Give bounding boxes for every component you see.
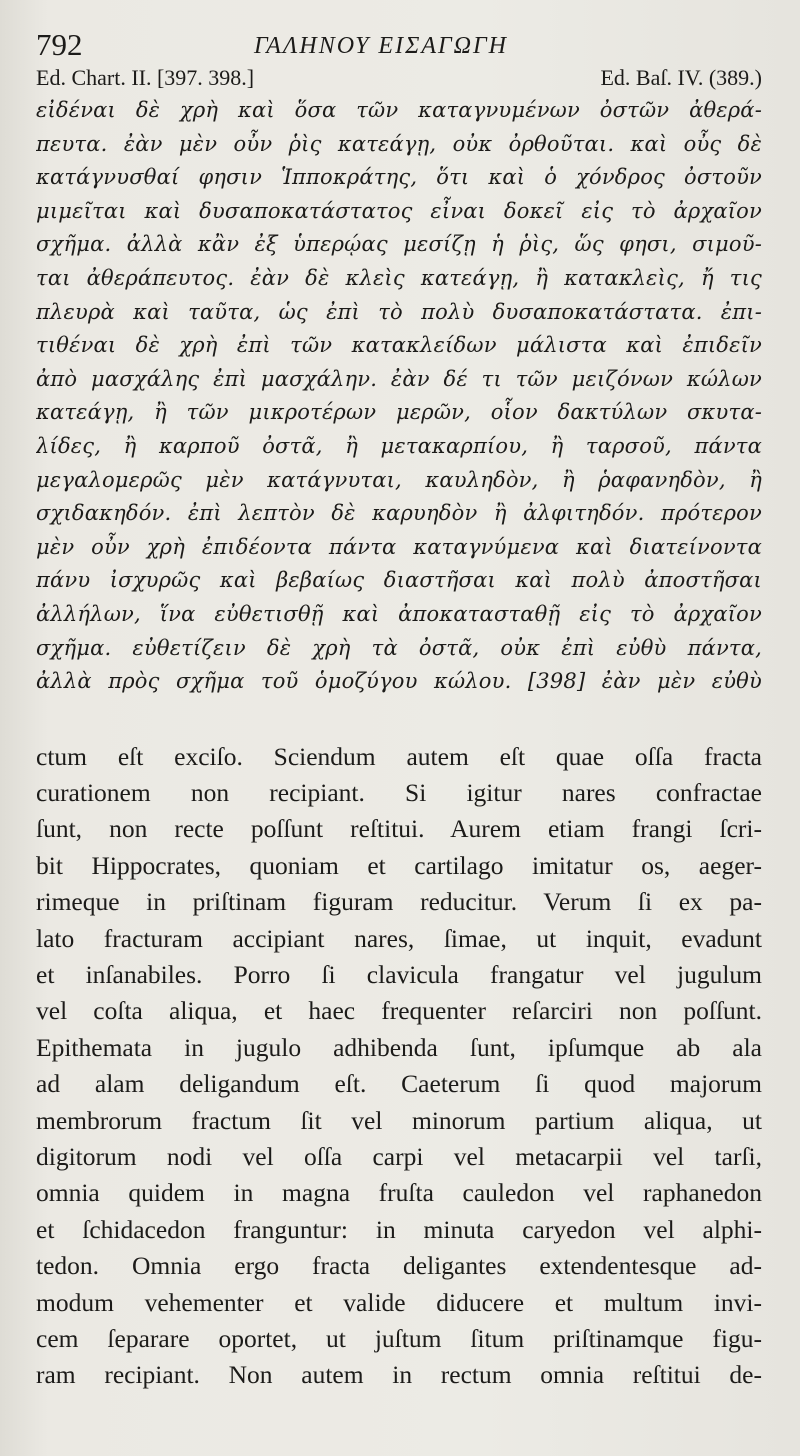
greek-text-line: ἀλλήλων, ἵνα εὐθετισθῇ καὶ ἀποκατασταθῇ εἰς τὸ ἀρχαῖον <box>36 601 762 626</box>
latin-text-line: et ſchidacedon franguntur: in minuta caryedon vel alphi- <box>36 1214 762 1244</box>
greek-text-line: εἰδέναι δὲ χρὴ καὶ ὅσα τῶν καταγνυμένων ὀστῶν ἀθερά- <box>36 98 762 122</box>
greek-text-line: πάνυ ἰσχυρῶς καὶ βεβαίως διαστῆσαι καὶ πολὺ ἀποστῆσαι <box>36 568 762 593</box>
latin-text-line: membrorum fractum ſit vel minorum partium aliqua, ut <box>36 1105 762 1135</box>
greek-text-line: ἀπὸ μασχάλης ἐπὶ μασχάλην. ἐὰν δέ τι τῶν μειζόνων κώλων <box>36 366 762 391</box>
greek-text-line: σχιδακηδόν. ἐπὶ λεπτὸν δὲ καρυηδὸν ἢ ἀλφιτηδόν. πρότερον <box>36 501 762 526</box>
greek-text-line: σχῆμα. ἀλλὰ κἂν ἐξ ὑπερῴας μεσίζῃ ἡ ῥὶς, ὥς φησι, σιμοῦ- <box>36 232 762 257</box>
greek-text-line: σχῆμα. εὐθετίζειν δὲ χρὴ τὰ ὀστᾶ, οὐκ ἐπὶ εὐθὺ πάντα, <box>36 635 762 660</box>
latin-text-line: ſunt, non recte poſſunt reſtitui. Aurem etiam frangi ſcri- <box>36 814 762 844</box>
latin-text-line: omnia quidem in magna fruſta cauledon vel raphanedon <box>36 1178 762 1208</box>
edition-chart-reference: Ed. Chart. II. [397. 398.] <box>36 65 255 90</box>
greek-text-line: ται ἀθεράπευτος. ἐὰν δὲ κλεὶς κατεάγῃ, ἢ κατακλεὶς, ἤ τις <box>36 265 762 290</box>
running-head <box>36 28 762 62</box>
edition-basel-reference: Ed. Baſ. IV. (389.) <box>600 65 762 90</box>
latin-text-line: et inſanabiles. Porro ſi clavicula frangatur vel jugulum <box>36 960 762 990</box>
latin-text-line: ram recipiant. Non autem in rectum omnia reſtitui de- <box>36 1360 762 1390</box>
greek-text-line: μὲν οὖν χρὴ ἐπιδέοντα πάντα καταγνύμενα καὶ διατείνοντα <box>36 534 762 559</box>
greek-text-line: μεγαλομερῶς μὲν κατάγνυται, καυληδὸν, ἢ ῥαφανηδὸν, ἢ <box>36 467 762 492</box>
latin-text-line: rimeque in priſtinam figuram reducitur. Verum ſi ex pa- <box>36 887 762 917</box>
latin-text-line: vel coſta aliqua, et haec frequenter reſarciri non poſſunt. <box>36 996 762 1026</box>
greek-text-line: ἀλλὰ πρὸς σχῆμα τοῦ ὁμοζύγου κώλου. [398] ἐὰν μὲν εὐθὺ <box>36 669 762 694</box>
latin-text-line: ad alam deligandum eſt. Caeterum ſi quod majorum <box>36 1069 762 1099</box>
latin-text-line: cem ſeparare oportet, ut juſtum ſitum priſtinamque figu- <box>36 1323 762 1353</box>
greek-text-line: κατεάγῃ, ἢ τῶν μικροτέρων μερῶν, οἷον δακτύλων σκυτα- <box>36 400 762 425</box>
latin-text-line: digitorum nodi vel oſſa carpi vel metacarpii vel tarſi, <box>36 1141 762 1171</box>
greek-text-line: πλευρὰ καὶ ταῦτα, ὡς ἐπὶ τὸ πολὺ δυσαποκατάστατα. ἐπι- <box>36 299 762 324</box>
page-number: 792 <box>36 27 83 62</box>
latin-text-line: modum vehementer et valide diducere et multum invi- <box>36 1287 762 1317</box>
section-gap <box>36 699 762 739</box>
greek-text-line: πευτα. ἐὰν μὲν οὖν ῥὶς κατεάγῃ, οὐκ ὀρθοῦται. καὶ οὖς δὲ <box>36 131 762 156</box>
latin-text-line: ctum eſt exciſo. Sciendum autem eſt quae oſſa fracta <box>36 741 762 771</box>
latin-text-line: Epithemata in jugulo adhibenda ſunt, ipſumque ab ala <box>36 1032 762 1062</box>
latin-text-line: bit Hippocrates, quoniam et cartilago imitatur os, aeger- <box>36 850 762 880</box>
greek-text-line: κατάγνυσθαί φησιν Ἱπποκράτης, ὅτι καὶ ὁ χόνδρος ὀστοῦν <box>36 165 762 190</box>
latin-text-line: tedon. Omnia ergo fracta deligantes extendentesque ad- <box>36 1251 762 1281</box>
edition-reference-line <box>36 62 762 94</box>
greek-text-line: λίδες, ἢ καρποῦ ὀστᾶ, ἢ μετακαρπίου, ἢ ταρσοῦ, πάντα <box>36 433 762 458</box>
greek-text-line: μιμεῖται καὶ δυσαποκατάστατος εἶναι δοκεῖ εἰς τὸ ἀρχαῖον <box>36 198 762 223</box>
latin-text-line: lato fracturam accipiant nares, ſimae, ut inquit, evadunt <box>36 923 762 953</box>
greek-text-block <box>36 94 762 699</box>
latin-text-block <box>36 739 762 1394</box>
running-title: ΓΑΛΗΝΟΥ ΕΙΣΑΓΩΓΗ <box>254 33 508 59</box>
greek-text-line: τιθέναι δὲ χρὴ ἐπὶ τῶν κατακλείδων μάλιστα καὶ ἐπιδεῖν <box>36 333 762 358</box>
latin-text-line: curationem non recipiant. Si igitur nares confractae <box>36 778 762 808</box>
